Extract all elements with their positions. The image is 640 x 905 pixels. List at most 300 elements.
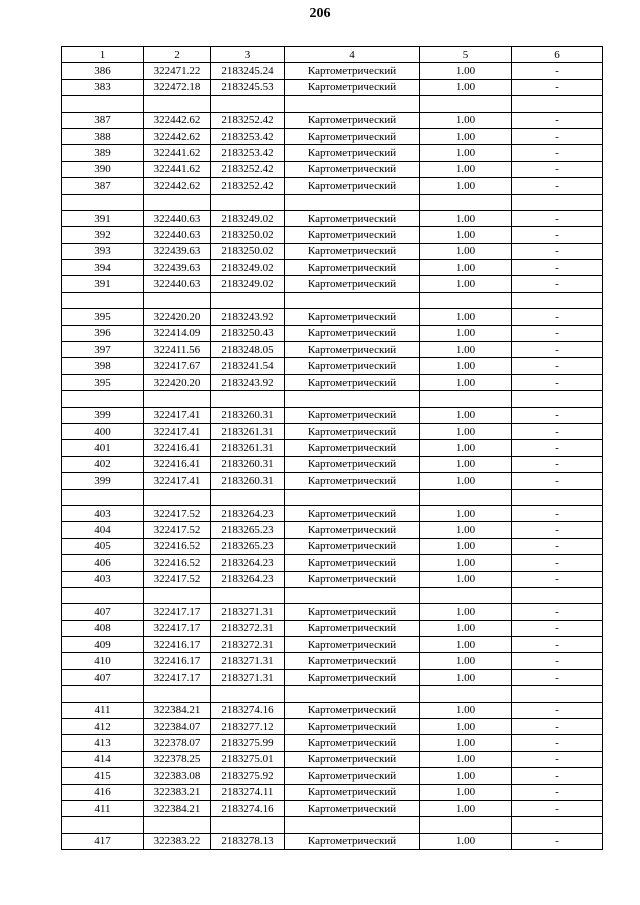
point-number-cell: 400 (62, 423, 144, 439)
method-cell: Картометрический (285, 145, 420, 161)
method-cell: Картометрический (285, 309, 420, 325)
y-coordinate-cell: 2183250.02 (211, 227, 285, 243)
y-coordinate-cell: 2183241.54 (211, 358, 285, 374)
method-cell: Картометрический (285, 637, 420, 653)
table-row (62, 358, 603, 374)
header-cell: 2 (144, 47, 211, 63)
y-coordinate-cell: 2183252.42 (211, 161, 285, 177)
description-cell: - (512, 243, 603, 259)
method-cell: Картометрический (285, 358, 420, 374)
point-number-cell: 390 (62, 161, 144, 177)
accuracy-cell: 1.00 (420, 243, 512, 259)
empty-cell (512, 587, 603, 603)
point-number-cell: 387 (62, 178, 144, 194)
separator-row (62, 96, 603, 112)
table-row (62, 128, 603, 144)
empty-cell (62, 489, 144, 505)
method-cell: Картометрический (285, 178, 420, 194)
accuracy-cell: 1.00 (420, 768, 512, 784)
x-coordinate-cell: 322417.41 (144, 407, 211, 423)
table-row (62, 112, 603, 128)
accuracy-cell: 1.00 (420, 276, 512, 292)
table-row (62, 374, 603, 390)
table-row (62, 79, 603, 95)
description-cell: - (512, 768, 603, 784)
method-cell: Картометрический (285, 342, 420, 358)
method-cell: Картометрический (285, 276, 420, 292)
empty-cell (62, 391, 144, 407)
empty-cell (285, 194, 420, 210)
x-coordinate-cell: 322420.20 (144, 309, 211, 325)
description-cell: - (512, 456, 603, 472)
description-cell: - (512, 784, 603, 800)
empty-cell (62, 292, 144, 308)
point-number-cell: 386 (62, 63, 144, 79)
table-row (62, 735, 603, 751)
method-cell: Картометрический (285, 833, 420, 849)
empty-cell (62, 686, 144, 702)
header-cell: 4 (285, 47, 420, 63)
y-coordinate-cell: 2183271.31 (211, 653, 285, 669)
point-number-cell: 394 (62, 260, 144, 276)
method-cell: Картометрический (285, 456, 420, 472)
point-number-cell: 405 (62, 538, 144, 554)
empty-cell (285, 489, 420, 505)
method-cell: Картометрический (285, 669, 420, 685)
y-coordinate-cell: 2183243.92 (211, 309, 285, 325)
table-row (62, 456, 603, 472)
x-coordinate-cell: 322417.41 (144, 473, 211, 489)
y-coordinate-cell: 2183249.02 (211, 210, 285, 226)
description-cell: - (512, 735, 603, 751)
accuracy-cell: 1.00 (420, 374, 512, 390)
separator-row (62, 587, 603, 603)
empty-cell (144, 817, 211, 833)
table-header-row (62, 47, 603, 63)
method-cell: Картометрический (285, 719, 420, 735)
point-number-cell: 391 (62, 276, 144, 292)
empty-cell (420, 194, 512, 210)
accuracy-cell: 1.00 (420, 227, 512, 243)
accuracy-cell: 1.00 (420, 604, 512, 620)
x-coordinate-cell: 322416.52 (144, 555, 211, 571)
y-coordinate-cell: 2183275.01 (211, 751, 285, 767)
point-number-cell: 404 (62, 522, 144, 538)
empty-cell (512, 817, 603, 833)
table-row (62, 423, 603, 439)
y-coordinate-cell: 2183271.31 (211, 669, 285, 685)
x-coordinate-cell: 322417.17 (144, 620, 211, 636)
description-cell: - (512, 505, 603, 521)
accuracy-cell: 1.00 (420, 325, 512, 341)
accuracy-cell: 1.00 (420, 538, 512, 554)
description-cell: - (512, 571, 603, 587)
empty-cell (512, 96, 603, 112)
description-cell: - (512, 423, 603, 439)
empty-cell (285, 686, 420, 702)
description-cell: - (512, 702, 603, 718)
y-coordinate-cell: 2183277.12 (211, 719, 285, 735)
y-coordinate-cell: 2183252.42 (211, 112, 285, 128)
accuracy-cell: 1.00 (420, 440, 512, 456)
empty-cell (211, 96, 285, 112)
x-coordinate-cell: 322440.63 (144, 276, 211, 292)
accuracy-cell: 1.00 (420, 309, 512, 325)
point-number-cell: 415 (62, 768, 144, 784)
x-coordinate-cell: 322384.07 (144, 719, 211, 735)
description-cell: - (512, 145, 603, 161)
method-cell: Картометрический (285, 128, 420, 144)
empty-cell (285, 587, 420, 603)
empty-cell (285, 817, 420, 833)
method-cell: Картометрический (285, 473, 420, 489)
method-cell: Картометрический (285, 784, 420, 800)
y-coordinate-cell: 2183248.05 (211, 342, 285, 358)
y-coordinate-cell: 2183271.31 (211, 604, 285, 620)
accuracy-cell: 1.00 (420, 555, 512, 571)
point-number-cell: 407 (62, 669, 144, 685)
table-row (62, 309, 603, 325)
x-coordinate-cell: 322442.62 (144, 128, 211, 144)
description-cell: - (512, 325, 603, 341)
method-cell: Картометрический (285, 210, 420, 226)
x-coordinate-cell: 322439.63 (144, 260, 211, 276)
description-cell: - (512, 620, 603, 636)
description-cell: - (512, 407, 603, 423)
accuracy-cell: 1.00 (420, 358, 512, 374)
method-cell: Картометрический (285, 374, 420, 390)
table-row (62, 522, 603, 538)
method-cell: Картометрический (285, 604, 420, 620)
point-number-cell: 412 (62, 719, 144, 735)
y-coordinate-cell: 2183272.31 (211, 620, 285, 636)
empty-cell (211, 292, 285, 308)
accuracy-cell: 1.00 (420, 178, 512, 194)
y-coordinate-cell: 2183278.13 (211, 833, 285, 849)
description-cell: - (512, 751, 603, 767)
point-number-cell: 383 (62, 79, 144, 95)
y-coordinate-cell: 2183261.31 (211, 423, 285, 439)
accuracy-cell: 1.00 (420, 800, 512, 816)
table-row (62, 276, 603, 292)
description-cell: - (512, 112, 603, 128)
table-row (62, 702, 603, 718)
x-coordinate-cell: 322471.22 (144, 63, 211, 79)
point-number-cell: 408 (62, 620, 144, 636)
y-coordinate-cell: 2183264.23 (211, 571, 285, 587)
y-coordinate-cell: 2183250.02 (211, 243, 285, 259)
method-cell: Картометрический (285, 702, 420, 718)
separator-row (62, 817, 603, 833)
x-coordinate-cell: 322472.18 (144, 79, 211, 95)
method-cell: Картометрический (285, 423, 420, 439)
separator-row (62, 292, 603, 308)
empty-cell (512, 391, 603, 407)
empty-cell (211, 686, 285, 702)
empty-cell (420, 587, 512, 603)
empty-cell (420, 96, 512, 112)
y-coordinate-cell: 2183264.23 (211, 555, 285, 571)
y-coordinate-cell: 2183245.53 (211, 79, 285, 95)
description-cell: - (512, 276, 603, 292)
point-number-cell: 399 (62, 473, 144, 489)
table-row (62, 63, 603, 79)
method-cell: Картометрический (285, 522, 420, 538)
x-coordinate-cell: 322441.62 (144, 145, 211, 161)
empty-cell (285, 391, 420, 407)
accuracy-cell: 1.00 (420, 735, 512, 751)
y-coordinate-cell: 2183243.92 (211, 374, 285, 390)
y-coordinate-cell: 2183265.23 (211, 538, 285, 554)
point-number-cell: 410 (62, 653, 144, 669)
point-number-cell: 413 (62, 735, 144, 751)
y-coordinate-cell: 2183252.42 (211, 178, 285, 194)
method-cell: Картометрический (285, 505, 420, 521)
x-coordinate-cell: 322416.17 (144, 653, 211, 669)
empty-cell (144, 292, 211, 308)
empty-cell (512, 292, 603, 308)
point-number-cell: 393 (62, 243, 144, 259)
point-number-cell: 399 (62, 407, 144, 423)
coordinates-table (61, 46, 603, 850)
empty-cell (211, 587, 285, 603)
table-row (62, 260, 603, 276)
point-number-cell: 409 (62, 637, 144, 653)
point-number-cell: 403 (62, 505, 144, 521)
table-row (62, 145, 603, 161)
empty-cell (144, 96, 211, 112)
table-row (62, 571, 603, 587)
accuracy-cell: 1.00 (420, 210, 512, 226)
method-cell: Картометрический (285, 538, 420, 554)
description-cell: - (512, 178, 603, 194)
description-cell: - (512, 358, 603, 374)
point-number-cell: 411 (62, 800, 144, 816)
table-row (62, 653, 603, 669)
table-row (62, 407, 603, 423)
empty-cell (285, 292, 420, 308)
empty-cell (211, 194, 285, 210)
description-cell: - (512, 227, 603, 243)
x-coordinate-cell: 322417.52 (144, 522, 211, 538)
y-coordinate-cell: 2183249.02 (211, 260, 285, 276)
description-cell: - (512, 800, 603, 816)
x-coordinate-cell: 322440.63 (144, 227, 211, 243)
point-number-cell: 407 (62, 604, 144, 620)
accuracy-cell: 1.00 (420, 473, 512, 489)
x-coordinate-cell: 322417.17 (144, 669, 211, 685)
table-row (62, 719, 603, 735)
x-coordinate-cell: 322417.41 (144, 423, 211, 439)
method-cell: Картометрический (285, 161, 420, 177)
table-row (62, 637, 603, 653)
table-body (62, 63, 603, 850)
method-cell: Картометрический (285, 260, 420, 276)
table-row (62, 210, 603, 226)
table-row (62, 555, 603, 571)
y-coordinate-cell: 2183261.31 (211, 440, 285, 456)
accuracy-cell: 1.00 (420, 128, 512, 144)
accuracy-cell: 1.00 (420, 505, 512, 521)
accuracy-cell: 1.00 (420, 637, 512, 653)
x-coordinate-cell: 322417.52 (144, 505, 211, 521)
point-number-cell: 388 (62, 128, 144, 144)
empty-cell (512, 489, 603, 505)
y-coordinate-cell: 2183250.43 (211, 325, 285, 341)
accuracy-cell: 1.00 (420, 620, 512, 636)
table-row (62, 833, 603, 849)
accuracy-cell: 1.00 (420, 112, 512, 128)
accuracy-cell: 1.00 (420, 260, 512, 276)
separator-row (62, 686, 603, 702)
method-cell: Картометрический (285, 79, 420, 95)
table-row (62, 751, 603, 767)
y-coordinate-cell: 2183253.42 (211, 128, 285, 144)
table-row (62, 669, 603, 685)
point-number-cell: 397 (62, 342, 144, 358)
y-coordinate-cell: 2183275.99 (211, 735, 285, 751)
description-cell: - (512, 522, 603, 538)
separator-row (62, 194, 603, 210)
accuracy-cell: 1.00 (420, 702, 512, 718)
x-coordinate-cell: 322378.25 (144, 751, 211, 767)
table-row (62, 227, 603, 243)
description-cell: - (512, 210, 603, 226)
empty-cell (211, 391, 285, 407)
x-coordinate-cell: 322416.52 (144, 538, 211, 554)
empty-cell (420, 292, 512, 308)
point-number-cell: 392 (62, 227, 144, 243)
point-number-cell: 395 (62, 374, 144, 390)
method-cell: Картометрический (285, 620, 420, 636)
x-coordinate-cell: 322442.62 (144, 112, 211, 128)
x-coordinate-cell: 322417.67 (144, 358, 211, 374)
y-coordinate-cell: 2183260.31 (211, 473, 285, 489)
x-coordinate-cell: 322416.17 (144, 637, 211, 653)
description-cell: - (512, 653, 603, 669)
y-coordinate-cell: 2183253.42 (211, 145, 285, 161)
empty-cell (62, 817, 144, 833)
y-coordinate-cell: 2183245.24 (211, 63, 285, 79)
method-cell: Картометрический (285, 407, 420, 423)
y-coordinate-cell: 2183264.23 (211, 505, 285, 521)
x-coordinate-cell: 322383.21 (144, 784, 211, 800)
description-cell: - (512, 79, 603, 95)
description-cell: - (512, 128, 603, 144)
point-number-cell: 398 (62, 358, 144, 374)
point-number-cell: 406 (62, 555, 144, 571)
page-number: 206 (309, 6, 331, 21)
point-number-cell: 391 (62, 210, 144, 226)
empty-cell (62, 96, 144, 112)
y-coordinate-cell: 2183272.31 (211, 637, 285, 653)
table-row (62, 620, 603, 636)
table-row (62, 325, 603, 341)
empty-cell (144, 587, 211, 603)
x-coordinate-cell: 322384.21 (144, 800, 211, 816)
x-coordinate-cell: 322416.41 (144, 440, 211, 456)
accuracy-cell: 1.00 (420, 571, 512, 587)
description-cell: - (512, 161, 603, 177)
point-number-cell: 395 (62, 309, 144, 325)
method-cell: Картометрический (285, 571, 420, 587)
accuracy-cell: 1.00 (420, 342, 512, 358)
description-cell: - (512, 309, 603, 325)
method-cell: Картометрический (285, 800, 420, 816)
empty-cell (211, 817, 285, 833)
table-row (62, 800, 603, 816)
x-coordinate-cell: 322440.63 (144, 210, 211, 226)
x-coordinate-cell: 322441.62 (144, 161, 211, 177)
empty-cell (62, 194, 144, 210)
x-coordinate-cell: 322417.52 (144, 571, 211, 587)
table-row (62, 473, 603, 489)
x-coordinate-cell: 322411.56 (144, 342, 211, 358)
empty-cell (62, 587, 144, 603)
description-cell: - (512, 637, 603, 653)
method-cell: Картометрический (285, 325, 420, 341)
table-row (62, 178, 603, 194)
empty-cell (144, 489, 211, 505)
accuracy-cell: 1.00 (420, 145, 512, 161)
x-coordinate-cell: 322439.63 (144, 243, 211, 259)
header-cell: 6 (512, 47, 603, 63)
point-number-cell: 403 (62, 571, 144, 587)
method-cell: Картометрический (285, 63, 420, 79)
point-number-cell: 402 (62, 456, 144, 472)
empty-cell (211, 489, 285, 505)
separator-row (62, 489, 603, 505)
empty-cell (144, 686, 211, 702)
accuracy-cell: 1.00 (420, 79, 512, 95)
x-coordinate-cell: 322416.41 (144, 456, 211, 472)
empty-cell (420, 817, 512, 833)
x-coordinate-cell: 322420.20 (144, 374, 211, 390)
x-coordinate-cell: 322417.17 (144, 604, 211, 620)
method-cell: Картометрический (285, 751, 420, 767)
accuracy-cell: 1.00 (420, 669, 512, 685)
accuracy-cell: 1.00 (420, 522, 512, 538)
description-cell: - (512, 719, 603, 735)
method-cell: Картометрический (285, 768, 420, 784)
table-row (62, 538, 603, 554)
table-row (62, 604, 603, 620)
header-cell: 3 (211, 47, 285, 63)
table-row (62, 505, 603, 521)
x-coordinate-cell: 322383.08 (144, 768, 211, 784)
method-cell: Картометрический (285, 227, 420, 243)
table-row (62, 342, 603, 358)
y-coordinate-cell: 2183274.16 (211, 702, 285, 718)
method-cell: Картометрический (285, 735, 420, 751)
accuracy-cell: 1.00 (420, 456, 512, 472)
accuracy-cell: 1.00 (420, 423, 512, 439)
y-coordinate-cell: 2183275.92 (211, 768, 285, 784)
empty-cell (512, 686, 603, 702)
description-cell: - (512, 669, 603, 685)
y-coordinate-cell: 2183265.23 (211, 522, 285, 538)
point-number-cell: 401 (62, 440, 144, 456)
method-cell: Картометрический (285, 653, 420, 669)
x-coordinate-cell: 322378.07 (144, 735, 211, 751)
description-cell: - (512, 440, 603, 456)
description-cell: - (512, 374, 603, 390)
method-cell: Картометрический (285, 440, 420, 456)
description-cell: - (512, 473, 603, 489)
x-coordinate-cell: 322384.21 (144, 702, 211, 718)
description-cell: - (512, 555, 603, 571)
method-cell: Картометрический (285, 243, 420, 259)
